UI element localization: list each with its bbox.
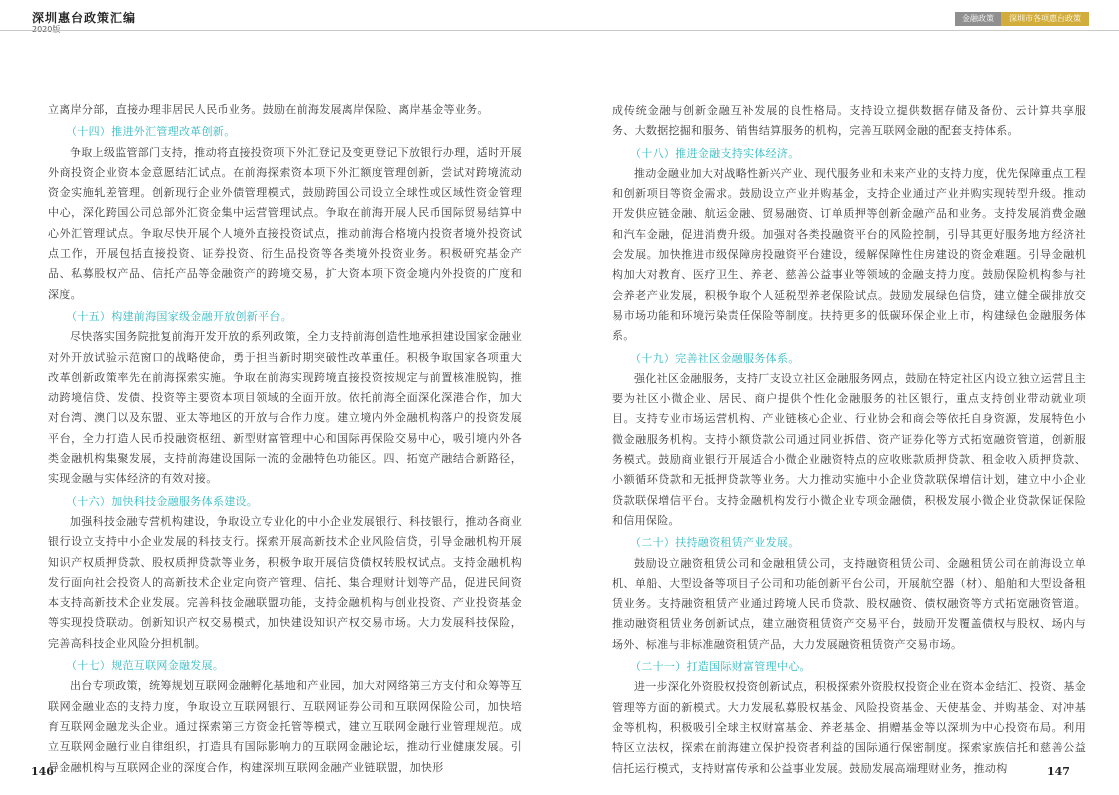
page-number-left: 146 xyxy=(31,765,54,778)
paragraph: 成传统金融与创新金融互补发展的良性格局。支持设立提供数据存储及备份、云计算共享服务、大数据挖掘和服务、销售结算服务的机构，完善互联网金融的配套支持体系。 xyxy=(612,104,1086,138)
paragraph: 鼓励设立融资租赁公司和金融租赁公司，支持融资租赁公司、金融租赁公司在前海设立单机、单船、大型设备等项目子公司和功能创新平台公司，开展航空器（材）、船舶和大型设备租赁业务。支持融资租赁产业通过跨境人民币贷款、股权融资、债权融资等方式拓宽融资管道。推动融资租赁业务创新试点，建立融资租赁资产交易平台，鼓励开发覆盖债权与股权、场内与场外、标准与非标准融资租赁产品，大力发展融资租赁资产交易市场。 xyxy=(612,556,1086,651)
paragraph: 争取上级监管部门支持，推动将直接投资项下外汇登记及变更登记下放银行办理，适时开展外商投资企业资本金意愿结汇试点。在前海探索资本项下外汇额度管理创新，尝试对跨境流动资金实施轧差管理。创新现行企业外债管理模式，鼓励跨国公司设立全球性或区域性资金管理中心，深化跨国公司总部外汇资金集中运营管理试点。争取在前海开展人民币国际贸易结算中心外汇管理试点。争取尽快开展个人境外直接投资试点，推动前海合格境内投资者境外投资试点工作，开展包括直接投资、证券投资、衍生品投资等各类境外投资业务。积极研究基金产品、私募股权产品、信托产品等金融资产的跨境交易，扩大资本项下资金境内外投资的广度和深度。 xyxy=(48,145,522,301)
header-divider xyxy=(0,30,1119,31)
tab-finance-policy[interactable]: 金融政策 xyxy=(955,12,1001,26)
paragraph: 推动金融业加大对战略性新兴产业、现代服务业和未来产业的支持力度，优先保障重点工程和创新项目等资金需求。鼓励设立产业并购基金，支持企业通过产业并购实现转型升级。推动开发供应链金融、航运金融、贸易融资、订单质押等创新金融产品和业务。支持发展消费金融和汽车金融，促进消费升级。加强对各类投融资平台的风险控制，引导其更好服务地方经济社会发展。加快推进市级保障房投融资平台建设，缓解保障性住房建设的资金难题。引导金融机构加大对教育、医疗卫生、养老、慈善公益事业等领域的金融支持力度。鼓励保险机构参与社会养老产业发展，积极争取个人延税型养老保险试点。鼓励发展绿色信贷，建立健全碳排放交易市场功能和环境污染责任保险等制度。扶持更多的低碳环保企业上市，构建绿色金融服务体系。 xyxy=(612,166,1086,343)
paragraph: 出台专项政策，统筹规划互联网金融孵化基地和产业园，加大对网络第三方支付和众筹等互联网金融业态的支持力度，争取设立互联网银行、互联网证券公司和互联网保险公司，加快培育互联网金融龙头企业。通过探索第三方资金托管等模式，建立互联网金融行业管理规范。成立互联网金融行业自律组织，打造具有国际影响力的互联网金融论坛，推动行业健康发展。引导金融机构与互联网企业的深度合作，构建深圳互联网金融产业链联盟，加快形 xyxy=(48,679,522,774)
section-heading: （十六）加快科技金融服务体系建设。 xyxy=(66,494,259,508)
paragraph: 进一步深化外资股权投资创新试点，积极探索外资股权投资企业在资本金结汇、投资、基金管理等方面的新模式。大力发展私募股权基金、风险投资基金、天使基金、并购基金、对冲基金等机构，积极吸引全球主权财富基金、养老基金、捐赠基金等以深圳为中心投资布局。利用特区立法权，探索在前海建立保护投资者利益的国际通行保密制度。探索家族信托和慈善公益信托运行模式，支持财富传承和公益事业发展。鼓励发展高端理财业务，推动构 xyxy=(612,680,1086,775)
section-heading: （二十一）打造国际财富管理中心。 xyxy=(630,660,811,674)
section-tabs xyxy=(955,12,1089,26)
paragraph: 加强科技金融专营机构建设，争取设立专业化的中小企业发展银行、科技银行，推动各商业银行设立支持中小企业发展的科技支行。探索开展高新技术企业风险信贷，引导金融机构开展知识产权质押贷款、股权质押贷款等业务，积极争取开展信贷债权转股权试点。支持金融机构发行面向社会投资人的高新技术企业定向资产管理、信托、集合理财计划等产品，促进民间资本支持高新技术企业发展。完善科技金融联盟功能，支持金融机构与创业投资、产业投资基金等实现投贷联动。创新知识产权交易模式，加快建设知识产权交易市场。大力发展科技保险，完善高科技企业风险分担机制。 xyxy=(48,514,522,650)
section-heading: （二十）扶持融资租赁产业发展。 xyxy=(630,536,800,550)
tab-shenzhen-policies[interactable]: 深圳市各项惠台政策 xyxy=(1001,12,1089,26)
section-heading: （十八）推进金融支持实体经济。 xyxy=(630,146,800,160)
section-heading: （十九）完善社区金融服务体系。 xyxy=(630,351,800,365)
paragraph: 尽快落实国务院批复前海开发开放的系列政策，全力支持前海创造性地承担建设国家金融业对外开放试验示范窗口的战略使命，勇于担当新时期突破性改革重任。积极争取国家各项重大改革创新政策率先在前海探索实施。争取在前海实现跨境直接投资按规定与前置核准脱钩，推动跨境信贷、发债、投资等主要资本项目领域的全面开放。依托前海全面深化深港合作，加大对台湾、澳门以及东盟、亚太等地区的开放与合作力度。建立境内外金融机构落户的投资发展平台，全力打造人民币投融资枢纽、新型财富管理中心和国际再保险交易中心，吸引境内外各类金融机构集聚发展，支持前海建设国际一流的金融特色功能区。四、拓宽产融结合新路径，实现金融与实体经济的有效对接。 xyxy=(48,330,522,486)
book-title: 深圳惠台政策汇编 xyxy=(32,11,137,25)
section-heading: （十四）推进外汇管理改革创新。 xyxy=(66,125,236,139)
section-heading: （十五）构建前海国家级金融开放创新平台。 xyxy=(66,309,292,323)
section-heading: （十七）规范互联网金融发展。 xyxy=(66,659,225,673)
left-page-body xyxy=(48,100,522,778)
paragraph: 强化社区金融服务，支持厂支设立社区金融服务网点，鼓励在特定社区内设立独立运营且主要为社区小微企业、居民、商户提供个性化金融服务的社区银行，重点支持创业带动就业项目。支持专业市场运营机构、产业链核心企业、行业协会和商会等依托自身资源，发展特色小微金融服务机构。支持小额贷款公司通过同业拆借、资产证券化等方式拓宽融资管道，创新服务模式。鼓励商业银行开展适合小微企业融资特点的应收账款质押贷款、租金收入质押贷款、小额循环贷款和无抵押贷款等业务。大力推动实施中小企业贷款联保增信计划，建立中小企业贷款联保增信平台。支持金融机构发行小微企业专项金融债，积极发展小微企业贷款保证保险和信用保险。 xyxy=(612,371,1086,527)
paragraph: 立离岸分部，直接办理非居民人民币业务。鼓励在前海发展离岸保险、离岸基金等业务。 xyxy=(48,103,489,116)
page-number-right: 147 xyxy=(1047,765,1070,778)
right-page-body xyxy=(612,101,1086,779)
